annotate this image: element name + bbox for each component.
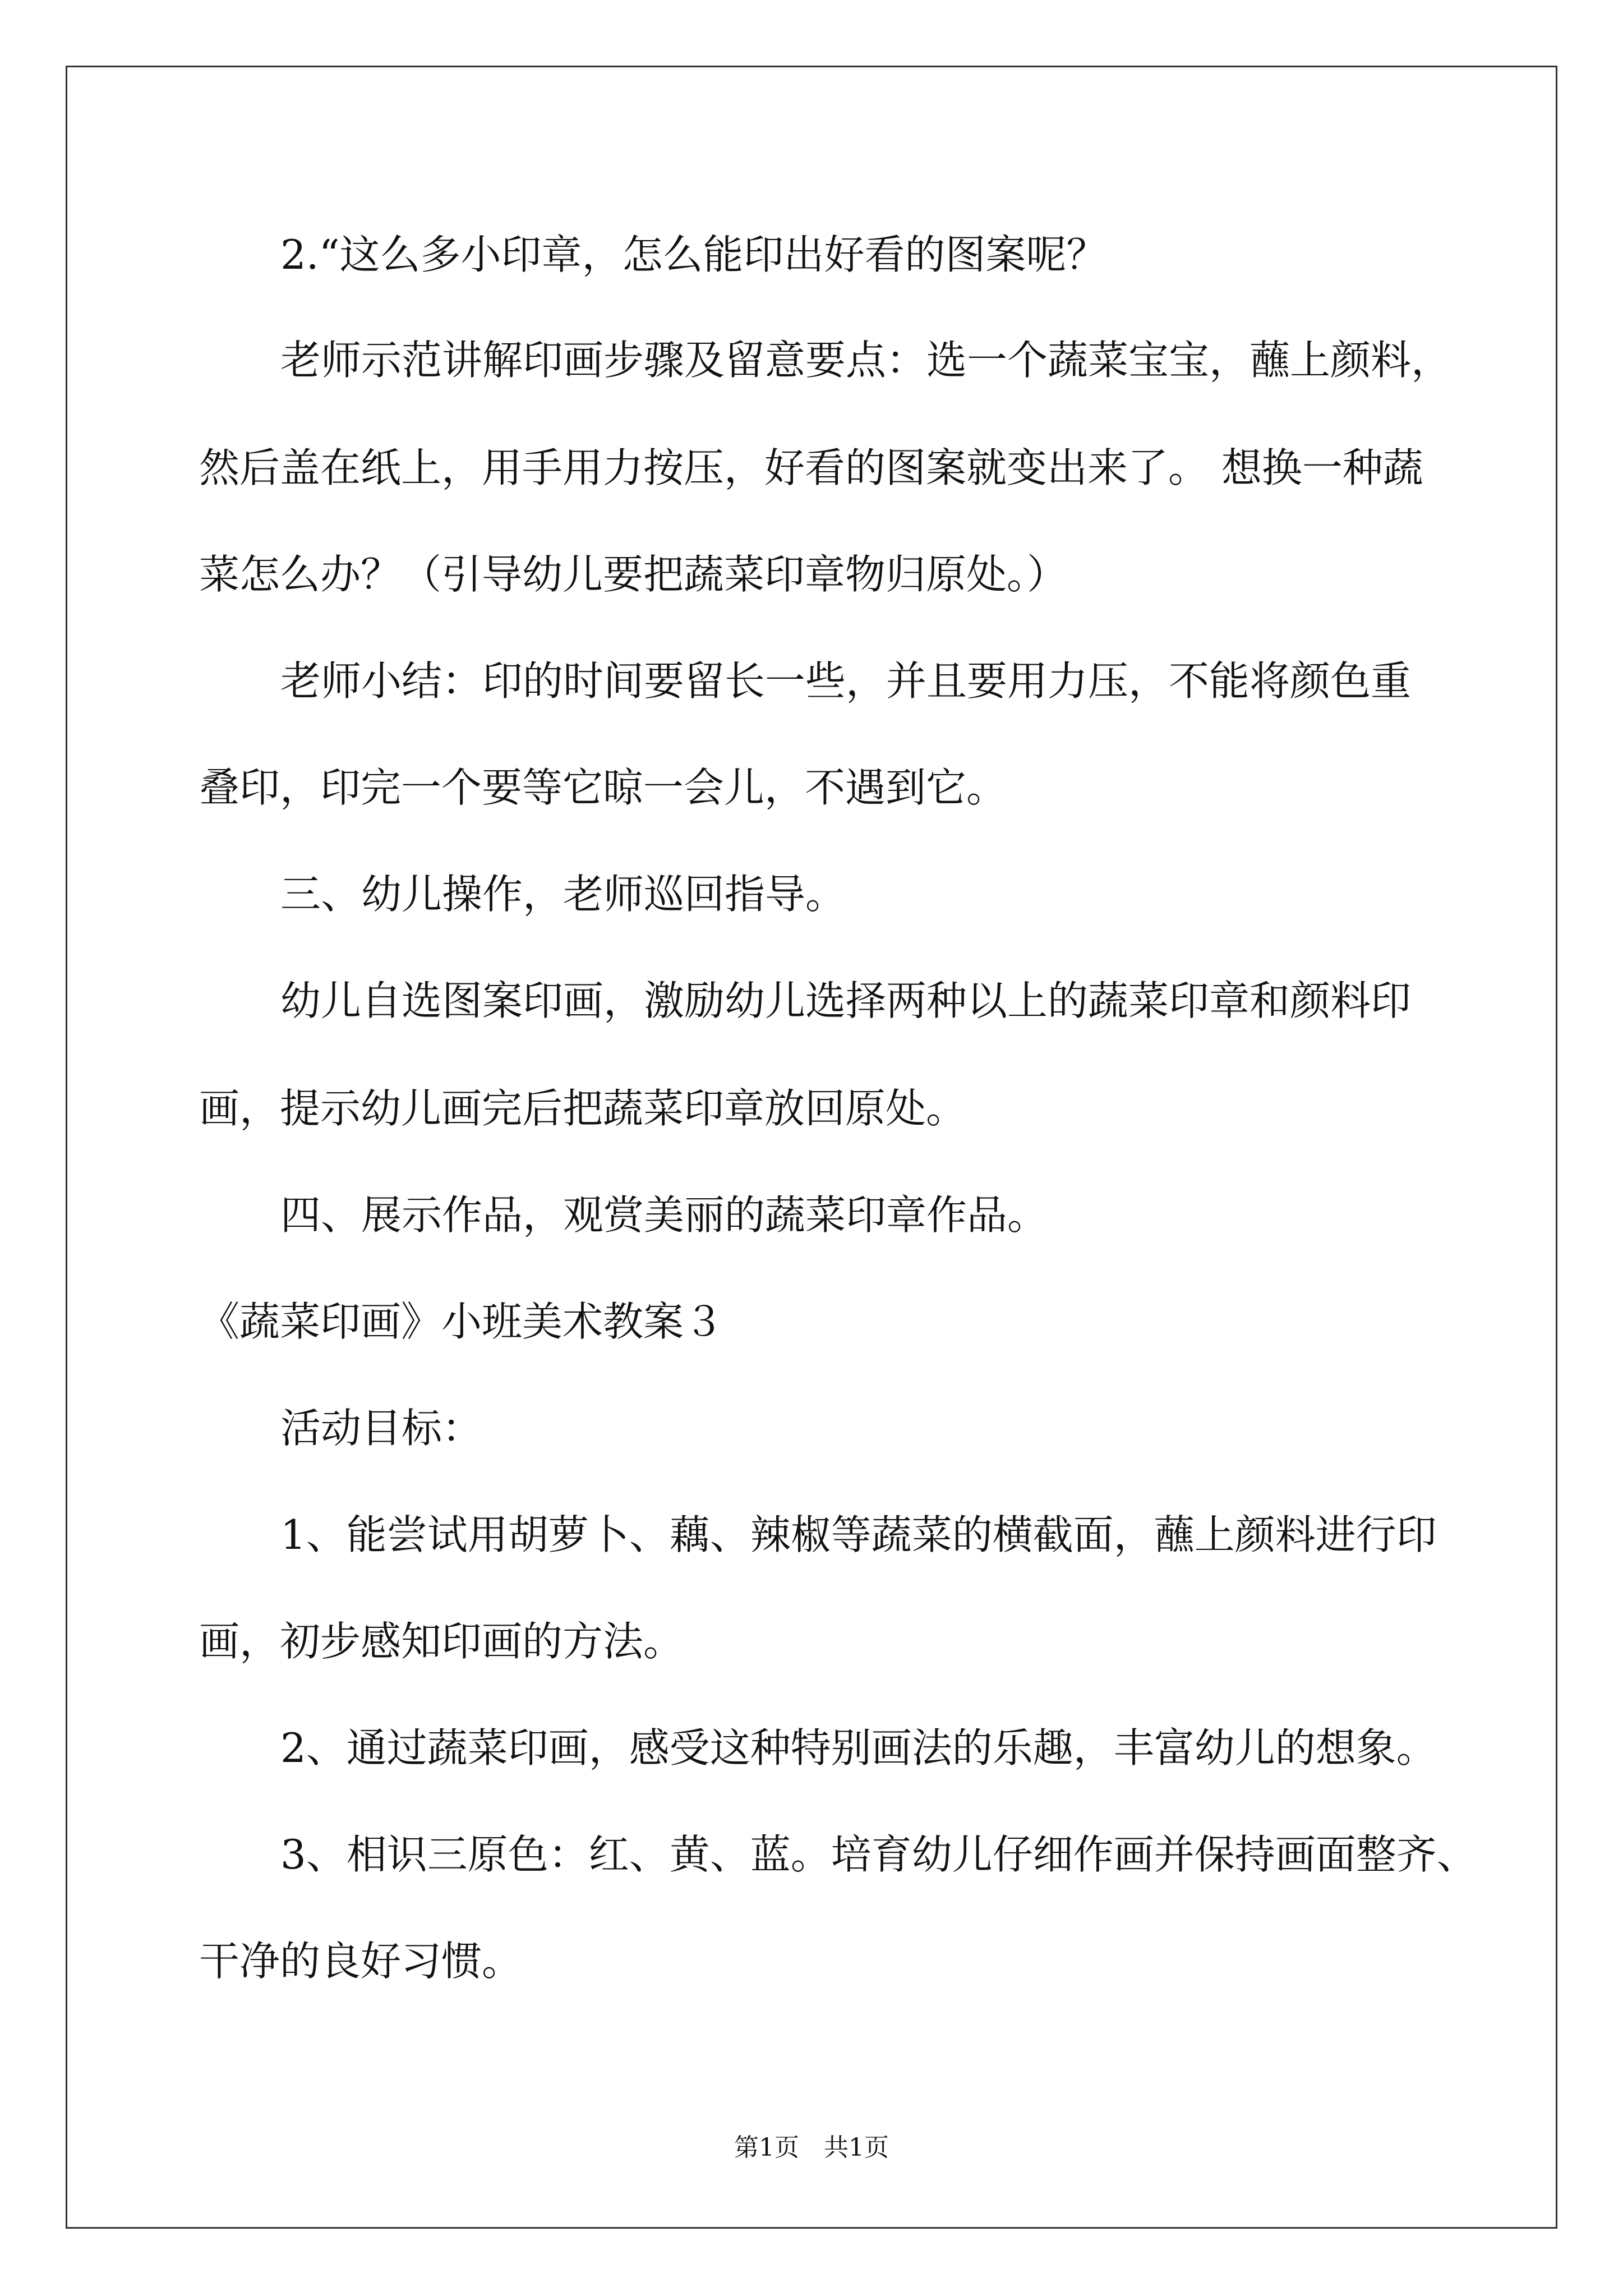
- page-footer: 第1页 共1页: [734, 2133, 889, 2162]
- text-line: 活动目标：: [280, 1405, 483, 1452]
- text-line: 老师示范讲解印画步骤及留意要点：选一个蔬菜宝宝，蘸上颜料，: [280, 337, 1452, 384]
- text-line: 3、相识三原色：红、黄、蓝。培育幼儿仔细作画并保持画面整齐、: [280, 1831, 1477, 1878]
- page-border: [66, 66, 1557, 2229]
- text-line: 画，初步感知印画的方法。: [199, 1618, 684, 1665]
- text-line: 叠印，印完一个要等它晾一会儿，不遇到它。: [199, 764, 1007, 811]
- text-line: 2、通过蔬菜印画，感受这种特别画法的乐趣，丰富幼儿的想象。: [280, 1724, 1437, 1772]
- section-heading: 《蔬菜印画》小班美术教案３: [199, 1298, 725, 1345]
- text-line: 画，提示幼儿画完后把蔬菜印章放回原处。: [199, 1085, 967, 1132]
- text-line: 幼儿自选图案印画，激励幼儿选择两种以上的蔬菜印章和颜料印: [280, 977, 1412, 1024]
- text-line: 四、展示作品，观赏美丽的蔬菜印章作品。: [280, 1191, 1048, 1239]
- text-line: 三、幼儿操作，老师巡回指导。: [280, 871, 846, 918]
- text-line: 干净的良好习惯。: [199, 1938, 523, 1985]
- text-line: 老师小结：印的时间要留长一些，并且要用力压，不能将颜色重: [280, 657, 1412, 705]
- text-line: 1、能尝试用胡萝卜、藕、辣椒等蔬菜的横截面，蘸上颜料进行印: [280, 1511, 1437, 1558]
- text-line: 然后盖在纸上，用手用力按压，好看的图案就变出来了。 想换一种蔬: [199, 444, 1423, 491]
- text-line: 菜怎么办？（引导幼儿要把蔬菜印章物归原处。）: [199, 551, 1068, 598]
- text-line: 2.“这么多小印章，怎么能印出好看的图案呢？: [280, 231, 1107, 278]
